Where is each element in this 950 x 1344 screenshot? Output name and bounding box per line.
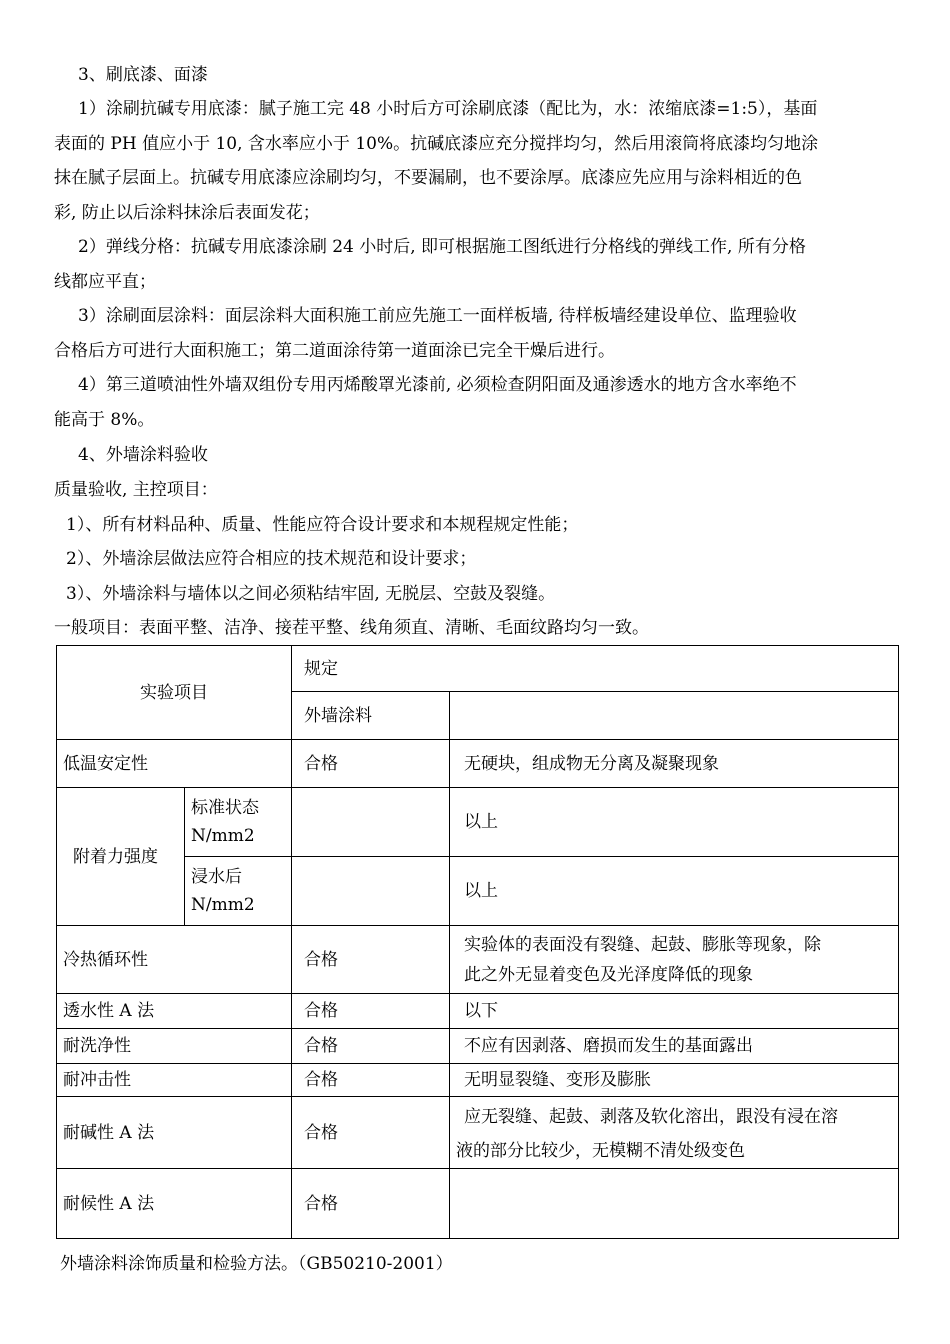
table-row xyxy=(57,1097,899,1169)
paragraph-line: 质量验收, 主控项目： xyxy=(54,480,218,500)
section-heading-paint: 3、刷底漆、面漆 xyxy=(78,65,208,85)
sub-row-label xyxy=(185,857,292,926)
list-item: 3）、外墙涂料与墙体以之间必须粘结牢固, 无脱层、空鼓及裂缝。 xyxy=(66,584,556,604)
paragraph-line: 1）涂刷抗碱专用底漆：腻子施工完 48 小时后方可涂刷底漆（配比为，水：浓缩底漆=1:5），基面 xyxy=(78,99,818,119)
list-item: 1）、所有材料品种、质量、性能应符合设计要求和本规程规定性能； xyxy=(66,515,579,535)
row-result: 合格 xyxy=(292,926,450,994)
table-caption: 外墙涂料涂饰质量和检验方法。（GB50210-2001） xyxy=(60,1254,453,1274)
header-exterior-coating: 外墙涂料 xyxy=(292,692,450,740)
row-label: 冷热循环性 xyxy=(57,926,292,994)
table-row xyxy=(57,1029,899,1064)
table-row xyxy=(57,1064,899,1097)
row-result-empty xyxy=(292,857,450,926)
spec-line: 实验体的表面没有裂缝、起鼓、膨胀等现象，除 xyxy=(464,934,821,955)
table-row xyxy=(57,740,899,788)
row-result: 合格 xyxy=(292,994,450,1029)
paragraph-line: 能高于 8%。 xyxy=(54,410,155,430)
header-test-item: 实验项目 xyxy=(57,646,292,740)
spec-line: 此之外无显着变色及光泽度降低的现象 xyxy=(464,964,753,985)
paragraph-line: 线都应平直； xyxy=(54,272,156,292)
section-heading-acceptance: 4、外墙涂料验收 xyxy=(78,445,208,465)
row-label: 耐候性 A 法 xyxy=(57,1169,292,1239)
row-result: 合格 xyxy=(292,1097,450,1169)
test-spec-table xyxy=(56,645,899,1239)
paragraph-line: 2）弹线分格：抗碱专用底漆涂刷 24 小时后, 即可根据施工图纸进行分格线的弹线工作, 所有分格 xyxy=(78,237,806,257)
row-label: 耐碱性 A 法 xyxy=(57,1097,292,1169)
spec-line: 液的部分比较少，无模糊不清处级变色 xyxy=(456,1140,745,1161)
paragraph-line: 4）第三道喷油性外墙双组份专用丙烯酸罩光漆前, 必须检查阴阳面及通渗透水的地方含水率绝不 xyxy=(78,375,797,395)
row-label: 耐洗净性 xyxy=(57,1029,292,1064)
row-result: 合格 xyxy=(292,1169,450,1239)
row-result: 合格 xyxy=(292,1029,450,1064)
spec-line: 应无裂缝、起鼓、剥落及软化溶出，跟没有浸在溶 xyxy=(464,1106,838,1127)
paragraph-line: 一般项目：表面平整、洁净、接茬平整、线角须直、清晰、毛面纹路均匀一致。 xyxy=(54,618,649,638)
row-spec: 无明显裂缝、变形及膨胀 xyxy=(450,1064,899,1097)
row-label: 耐冲击性 xyxy=(57,1064,292,1097)
table-row xyxy=(57,994,899,1029)
table-row xyxy=(57,926,899,994)
list-item: 2）、外墙涂层做法应符合相应的技术规范和设计要求； xyxy=(66,549,477,569)
row-spec xyxy=(450,926,899,994)
sub-row-label xyxy=(185,788,292,857)
header-specification: 规定 xyxy=(292,646,899,692)
row-label: 附着力强度 xyxy=(57,788,185,926)
table-row xyxy=(57,788,899,857)
adhesion-wet-label: 浸水后 xyxy=(191,867,242,887)
row-label: 透水性 A 法 xyxy=(57,994,292,1029)
row-label: 低温安定性 xyxy=(57,740,292,788)
paragraph-line: 彩, 防止以后涂料抹涂后表面发花； xyxy=(54,203,320,223)
row-spec: 不应有因剥落、磨损而发生的基面露出 xyxy=(450,1029,899,1064)
row-result: 合格 xyxy=(292,740,450,788)
unit-label: N/mm2 xyxy=(191,826,255,846)
row-spec: 无硬块，组成物无分离及凝聚现象 xyxy=(450,740,899,788)
adhesion-standard-label: 标准状态 xyxy=(191,798,259,818)
row-spec: 以下 xyxy=(450,994,899,1029)
row-spec: 以上 xyxy=(450,857,899,926)
table-row xyxy=(57,1169,899,1239)
paragraph-line: 3）涂刷面层涂料：面层涂料大面积施工前应先施工一面样板墙, 待样板墙经建设单位、监理验收 xyxy=(78,306,797,326)
paragraph-line: 抹在腻子层面上。抗碱专用底漆应涂刷均匀，不要漏刷，也不要涂厚。底漆应先应用与涂料相近的色 xyxy=(54,168,802,188)
row-result-empty xyxy=(292,788,450,857)
row-result: 合格 xyxy=(292,1064,450,1097)
row-spec-empty xyxy=(450,1169,899,1239)
paragraph-line: 表面的 PH 值应小于 10, 含水率应小于 10%。抗碱底漆应充分搅拌均匀，然后用滚筒将底漆均匀地涂 xyxy=(54,134,819,154)
paragraph-line: 合格后方可进行大面积施工；第二道面涂待第一道面涂已完全干燥后进行。 xyxy=(54,341,615,361)
row-spec xyxy=(450,1097,899,1169)
table-row xyxy=(57,646,899,692)
header-empty-cell xyxy=(450,692,899,740)
unit-label: N/mm2 xyxy=(191,895,255,915)
row-spec: 以上 xyxy=(450,788,899,857)
